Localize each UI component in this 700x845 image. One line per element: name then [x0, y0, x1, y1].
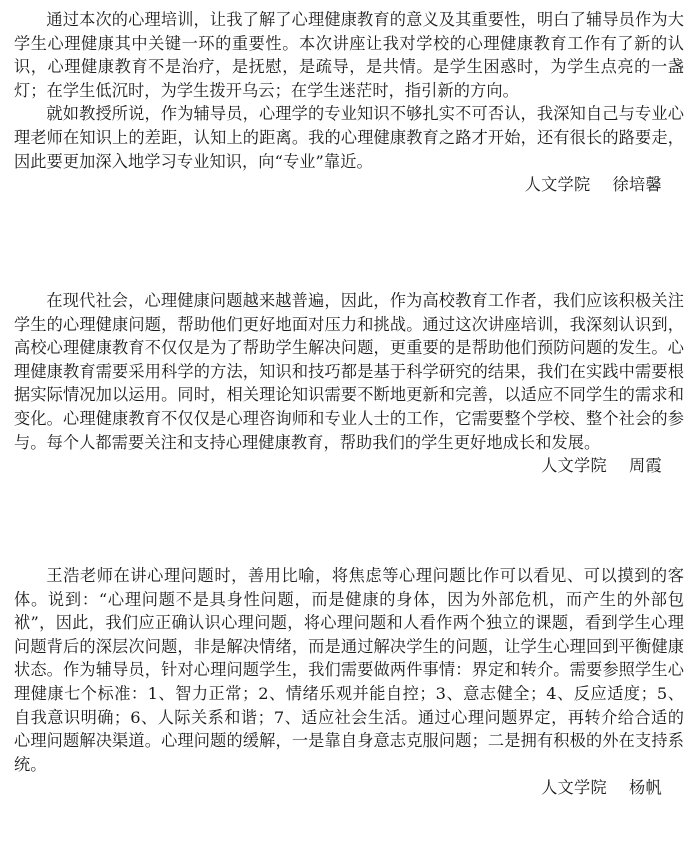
reflection-section-2	[14, 289, 684, 478]
section-1-paragraph-1: 通过本次的心理培训，让我了解了心理健康教育的意义及其重要性，明白了辅导员作为大学生心理健康其中关键一环的重要性。本次讲座让我对学校的心理健康教育工作有了新的认识，心理健康教育不是治疗，是抚慰，是疏导，是共情。是学生困惑时，为学生点亮的一盏灯；在学生低沉时，为学生拨开乌云；在学生迷茫时，指引新的方向。	[14, 10, 684, 100]
section-3-paragraph-1: 王浩老师在讲心理问题时，善用比喻，将焦虑等心理问题比作可以看见、可以摸到的客体。说到：“心理问题不是具身性问题，而是健康的身体，因为外部危机，而产生的外部包袱”，因此，我们应正确认识心理问题，将心理问题和人看作两个独立的课题，看到学生心理问题背后的深层次问题，非是解决情绪，而是通过解决学生的问题，让学生心理回到平衡健康状态。作为辅导员，针对心理问题学生，我们需要做两件事情：界定和转介。需要参照学生心理健康七个标准：1、智力正常；2、情绪乐观并能自控；3、意志健全；4、反应适度；5、自我意识明确；6、人际关系和谐；7、适应社会生活。通过心理问题界定，再转介给合适的心理问题解决渠道。心理问题的缓解，一是靠自身意志克服问题；二是拥有积极的外在支持系统。	[14, 566, 684, 774]
section-2-author: 周霞	[629, 456, 662, 476]
section-1-department: 人文学院	[524, 175, 591, 195]
section-1-author: 徐培馨	[612, 175, 662, 195]
section-3-department: 人文学院	[541, 778, 608, 798]
section-1-signature	[14, 173, 684, 197]
section-3-signature	[14, 776, 684, 800]
section-2-signature	[14, 454, 684, 478]
section-2-paragraph-1: 在现代社会，心理健康问题越来越普遍，因此，作为高校教育工作者，我们应该积极关注学生的心理健康问题，帮助他们更好地面对压力和挑战。通过这次讲座培训，我深刻认识到，高校心理健康教育不仅仅是为了帮助学生解决问题，更重要的是帮助他们预防问题的发生。心理健康教育需要采用科学的方法，知识和技巧都是基于科学研究的结果，我们在实践中需要根据实际情况加以运用。同时，相关理论知识需要不断地更新和完善，以适应不同学生的需求和变化。心理健康教育不仅仅是心理咨询师和专业人士的工作，它需要整个学校、整个社会的参与。每个人都需要关注和支持心理健康教育，帮助我们的学生更好地成长和发展。	[14, 291, 684, 452]
section-3-author: 杨帆	[629, 778, 662, 798]
section-1-paragraph-2: 就如教授所说，作为辅导员，心理学的专业知识不够扎实不可否认，我深知自己与专业心理老师在知识上的差距，认知上的距离。我的心理健康教育之路才开始，还有很长的路要走，因此要更加深入地学习专业知识，向“专业”靠近。	[14, 104, 684, 171]
section-2-department: 人文学院	[541, 456, 608, 476]
reflection-section-3	[14, 564, 684, 800]
reflection-section-1	[14, 8, 684, 197]
